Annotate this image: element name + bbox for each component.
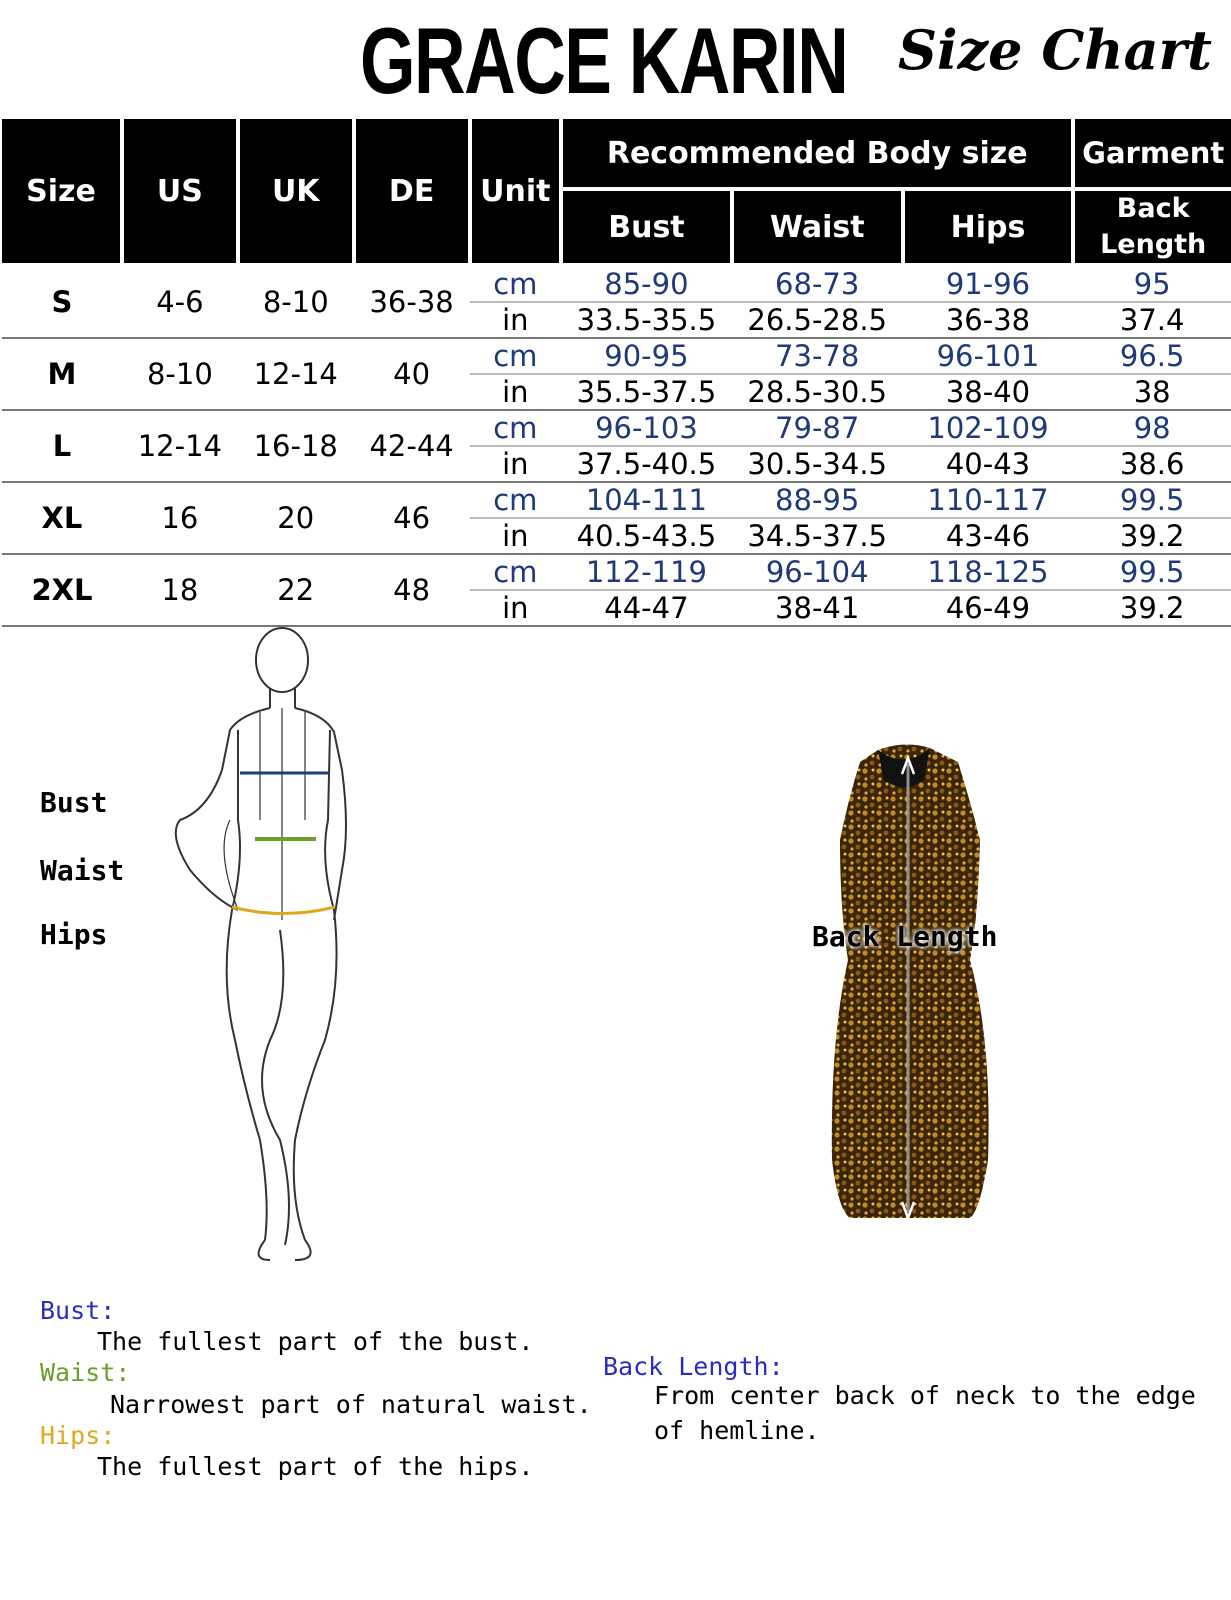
header-recommended: Recommended Body size — [561, 119, 1073, 189]
def-bust-text: The fullest part of the bust. — [97, 1327, 534, 1356]
cell-hips-in: 40-43 — [903, 446, 1074, 482]
cell-us: 12-14 — [122, 410, 238, 482]
figure-label-waist: Waist — [40, 854, 125, 887]
def-back-text-2: of hemline. — [654, 1416, 820, 1445]
cell-us: 18 — [122, 554, 238, 626]
header-bust: Bust — [561, 189, 732, 265]
cell-bust-in: 33.5-35.5 — [561, 302, 732, 338]
cell-uk: 12-14 — [238, 338, 354, 410]
cell-back-in: 37.4 — [1073, 302, 1231, 338]
cell-waist-in: 28.5-30.5 — [732, 374, 903, 410]
cell-hips-cm: 110-117 — [903, 482, 1074, 518]
header-size: Size — [2, 119, 122, 265]
cell-unit-in: in — [470, 446, 561, 482]
cell-back-cm: 98 — [1073, 410, 1231, 446]
size-table — [2, 119, 1231, 627]
cell-de: 40 — [354, 338, 470, 410]
cell-uk: 16-18 — [238, 410, 354, 482]
table-row — [2, 338, 1231, 374]
figure-label-hips: Hips — [40, 918, 108, 951]
cell-hips-cm: 96-101 — [903, 338, 1074, 374]
cell-back-cm: 95 — [1073, 265, 1231, 302]
cell-waist-cm: 96-104 — [732, 554, 903, 590]
cell-de: 46 — [354, 482, 470, 554]
cell-bust-cm: 96-103 — [561, 410, 732, 446]
cell-waist-in: 38-41 — [732, 590, 903, 626]
cell-bust-in: 37.5-40.5 — [561, 446, 732, 482]
cell-uk: 20 — [238, 482, 354, 554]
cell-unit-cm: cm — [470, 338, 561, 374]
cell-unit-cm: cm — [470, 554, 561, 590]
cell-back-cm: 99.5 — [1073, 554, 1231, 590]
sequin-dress-image — [820, 740, 1000, 1230]
cell-bust-cm: 85-90 — [561, 265, 732, 302]
cell-hips-in: 43-46 — [903, 518, 1074, 554]
cell-unit-in: in — [470, 302, 561, 338]
cell-bust-cm: 90-95 — [561, 338, 732, 374]
cell-waist-in: 34.5-37.5 — [732, 518, 903, 554]
cell-hips-cm: 102-109 — [903, 410, 1074, 446]
cell-waist-cm: 73-78 — [732, 338, 903, 374]
cell-size: XL — [2, 482, 122, 554]
cell-bust-in: 35.5-37.5 — [561, 374, 732, 410]
def-waist-head: Waist: — [40, 1358, 131, 1387]
cell-uk: 8-10 — [238, 265, 354, 338]
cell-unit-in: in — [470, 518, 561, 554]
cell-hips-cm: 91-96 — [903, 265, 1074, 302]
cell-waist-in: 26.5-28.5 — [732, 302, 903, 338]
cell-back-in: 39.2 — [1073, 518, 1231, 554]
cell-size: S — [2, 265, 122, 338]
cell-bust-in: 44-47 — [561, 590, 732, 626]
figure-label-bust: Bust — [40, 786, 108, 819]
cell-size: M — [2, 338, 122, 410]
cell-hips-in: 38-40 — [903, 374, 1074, 410]
cell-de: 42-44 — [354, 410, 470, 482]
cell-us: 16 — [122, 482, 238, 554]
cell-uk: 22 — [238, 554, 354, 626]
def-back-text-1: From center back of neck to the edge — [654, 1381, 1196, 1410]
def-hips-text: The fullest part of the hips. — [97, 1452, 534, 1481]
table-row — [2, 482, 1231, 518]
cell-de: 48 — [354, 554, 470, 626]
cell-back-in: 38 — [1073, 374, 1231, 410]
cell-hips-in: 46-49 — [903, 590, 1074, 626]
cell-unit-cm: cm — [470, 265, 561, 302]
header-unit: Unit — [470, 119, 561, 265]
cell-de: 36-38 — [354, 265, 470, 338]
table-row — [2, 410, 1231, 446]
brand-logo: GRACE KARIN — [360, 8, 848, 113]
cell-hips-in: 36-38 — [903, 302, 1074, 338]
def-bust-head: Bust: — [40, 1296, 116, 1325]
cell-bust-cm: 104-111 — [561, 482, 732, 518]
cell-unit-in: in — [470, 374, 561, 410]
cell-waist-in: 30.5-34.5 — [732, 446, 903, 482]
page-title: Size Chart — [898, 18, 1212, 82]
def-back-head: Back Length: — [603, 1352, 784, 1381]
header-back-length: Back Length — [1073, 189, 1231, 265]
cell-waist-cm: 68-73 — [732, 265, 903, 302]
cell-unit-in: in — [470, 590, 561, 626]
cell-waist-cm: 79-87 — [732, 410, 903, 446]
cell-back-in: 39.2 — [1073, 590, 1231, 626]
cell-back-cm: 96.5 — [1073, 338, 1231, 374]
cell-hips-cm: 118-125 — [903, 554, 1074, 590]
header-waist: Waist — [732, 189, 903, 265]
cell-back-in: 38.6 — [1073, 446, 1231, 482]
cell-bust-cm: 112-119 — [561, 554, 732, 590]
def-waist-text: Narrowest part of natural waist. — [110, 1390, 592, 1419]
body-croquis-figure — [120, 620, 420, 1280]
header-us: US — [122, 119, 238, 265]
cell-us: 8-10 — [122, 338, 238, 410]
cell-bust-in: 40.5-43.5 — [561, 518, 732, 554]
dress-label-back-length: Back Length — [812, 920, 998, 953]
cell-unit-cm: cm — [470, 482, 561, 518]
cell-size: 2XL — [2, 554, 122, 626]
header-hips: Hips — [903, 189, 1074, 265]
cell-us: 4-6 — [122, 265, 238, 338]
header-uk: UK — [238, 119, 354, 265]
table-row — [2, 554, 1231, 590]
cell-back-cm: 99.5 — [1073, 482, 1231, 518]
def-hips-head: Hips: — [40, 1421, 116, 1450]
cell-unit-cm: cm — [470, 410, 561, 446]
cell-waist-cm: 88-95 — [732, 482, 903, 518]
header-garment: Garment — [1073, 119, 1231, 189]
cell-size: L — [2, 410, 122, 482]
table-row — [2, 265, 1231, 302]
header-de: DE — [354, 119, 470, 265]
